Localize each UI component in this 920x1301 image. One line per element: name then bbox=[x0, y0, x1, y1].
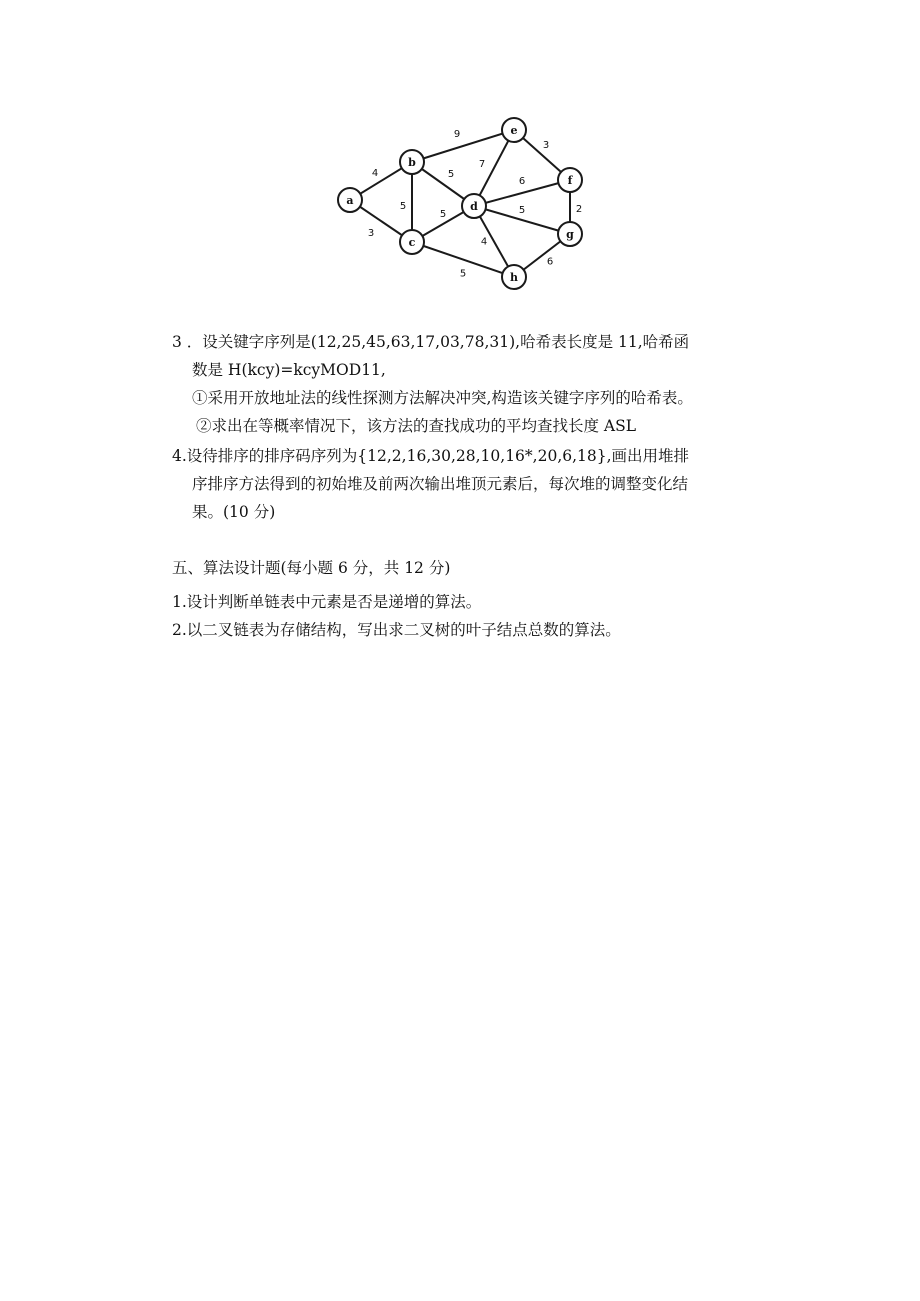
edge-weight-d-e: 7 bbox=[478, 159, 486, 170]
edge-weight-d-h: 4 bbox=[480, 236, 488, 248]
node-label-g: g bbox=[566, 228, 574, 241]
node-label-c: c bbox=[408, 236, 416, 249]
question-4-line-2: 序排序方法得到的初始堆及前两次输出堆顶元素后，每次堆的调整变化结 bbox=[192, 475, 689, 493]
edge-weight-c-h: 5 bbox=[459, 268, 467, 280]
section-5-item-2: 2.以二叉链表为存储结构，写出求二叉树的叶子结点总数的算法。 bbox=[172, 621, 621, 639]
edge-weight-a-c: 3 bbox=[367, 228, 375, 239]
edge-weight-c-d: 5 bbox=[439, 209, 447, 220]
node-label-d: d bbox=[470, 200, 478, 213]
edge-weight-b-d: 5 bbox=[447, 169, 455, 180]
question-3-line-2: 数是 H(kcy)=kcyMOD11, bbox=[192, 361, 386, 379]
edge-weight-a-b: 4 bbox=[371, 168, 379, 179]
edge-weight-b-c: 5 bbox=[399, 201, 407, 212]
edge-weight-g-h: 6 bbox=[546, 256, 554, 268]
node-label-e: e bbox=[510, 124, 518, 137]
question-4-line-3: 果。(10 分) bbox=[192, 503, 276, 521]
node-label-a: a bbox=[346, 194, 354, 207]
edge-weight-f-g: 2 bbox=[575, 204, 583, 215]
question-3-part-1: ①采用开放地址法的线性探测方法解决冲突,构造该关键字序列的哈希表。 bbox=[192, 389, 693, 407]
node-label-b: b bbox=[408, 156, 416, 169]
question-3-line-1: 3 ．设关键字序列是(12,25,45,63,17,03,78,31),哈希表长度是 11,哈希函 bbox=[172, 333, 690, 351]
section-5-item-1: 1.设计判断单链表中元素是否是递增的算法。 bbox=[172, 593, 482, 611]
weighted-graph-figure bbox=[330, 112, 600, 302]
edge-weight-d-g: 5 bbox=[518, 205, 526, 216]
edge-weight-d-f: 6 bbox=[518, 176, 526, 187]
question-3-part-2: ②求出在等概率情况下，该方法的查找成功的平均查找长度 ASL bbox=[196, 417, 637, 435]
question-4-line-1: 4.设待排序的排序码序列为{12,2,16,30,28,10,16*,20,6,18},画出用堆排 bbox=[172, 447, 690, 465]
node-label-h: h bbox=[510, 271, 518, 284]
edge-weight-e-f: 3 bbox=[542, 140, 550, 151]
edge-weight-b-e: 9 bbox=[453, 129, 461, 140]
section-5-heading: 五、算法设计题(每小题 6 分，共 12 分) bbox=[172, 559, 451, 577]
node-label-f: f bbox=[567, 174, 573, 187]
